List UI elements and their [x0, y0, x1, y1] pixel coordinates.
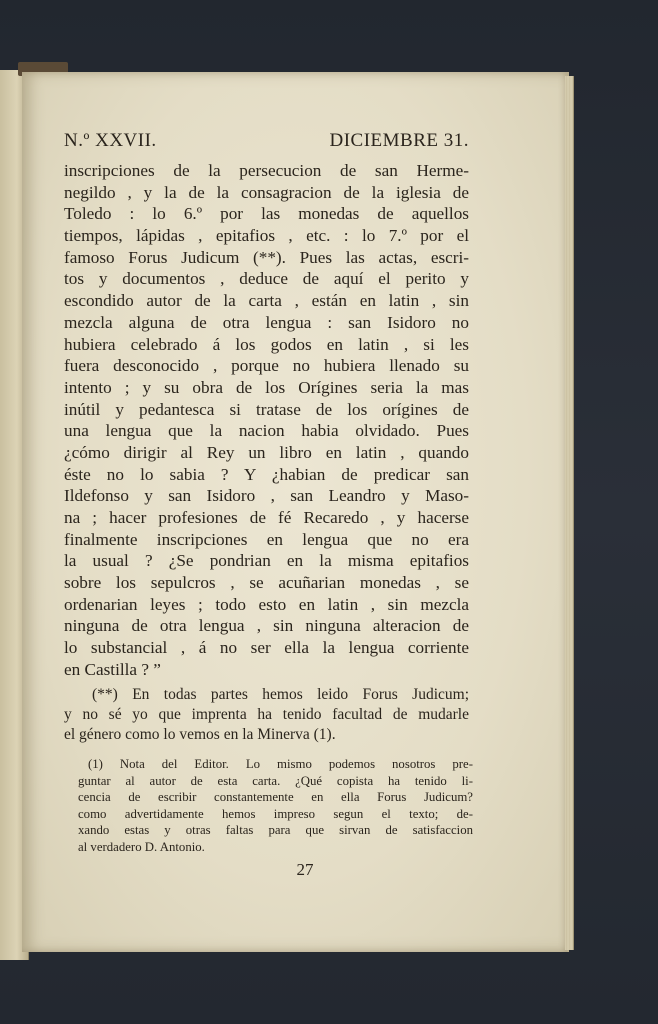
text-line: mezcla alguna de otra lengua : san Isidoro no [64, 312, 469, 332]
text-line: inútil y pedantesca si tratase de los orígines de [64, 399, 469, 419]
text-line: la usual ? ¿Se pondrian en la misma epitafios [64, 551, 469, 571]
text-line: famoso Forus Judicum (**). Pues las actas, escri- [64, 247, 469, 267]
note-line: como advertidamente hemos impreso segun el texto; de- [78, 806, 473, 821]
text-line: inscripciones de la persecucion de san Herme- [64, 161, 469, 180]
text-line: negildo , y la de la consagracion de la iglesia de [64, 182, 469, 202]
editor-note [78, 756, 473, 856]
note-line: (1) Nota del Editor. Lo mismo podemos nosotros pre- [88, 757, 473, 771]
text-line: ninguna de otra lengua , sin ninguna alteracion de [64, 616, 469, 636]
note-line: al verdadero D. Antonio. [78, 839, 205, 854]
text-line: en Castilla ? ” [64, 659, 161, 679]
page-stack-edge [565, 76, 574, 950]
text-line: na ; hacer profesiones de fé Recaredo , y hacerse [64, 508, 469, 527]
text-line: hubiera celebrado á los godos en latin , si les [64, 334, 469, 354]
text-line: ¿cómo dirigir al Rey un libro en latin , quando [64, 442, 469, 462]
note-line: guntar al autor de esta carta. ¿Qué copista ha tenido li- [78, 773, 473, 788]
footnote-line: el género como lo vemos en la Minerva (1). [64, 725, 336, 743]
text-line: una lengua que la nacion habia olvidado. Pues [64, 421, 469, 441]
note-line: xando estas y otras faltas para que sirvan de satisfaccion [78, 823, 473, 838]
text-line: finalmente inscripciones en lengua que no era [64, 529, 469, 549]
text-line: escondido autor de la carta , están en latin , sin [64, 291, 469, 311]
text-line: tos y documentos , deduce de aquí el perito y [64, 269, 469, 289]
text-line: Ildefonso y san Isidoro , san Leandro y Maso- [64, 486, 469, 506]
footnote [64, 685, 469, 744]
footnote-line: y no sé yo que imprenta ha tenido facultad de mudarle [64, 705, 469, 723]
text-line: ordenarian leyes ; todo esto en latin , sin mezcla [64, 594, 469, 614]
running-header [64, 130, 469, 156]
text-line: intento ; y su obra de los Orígines seria la mas [64, 377, 469, 397]
footnote-line: (**) En todas partes hemos leido Forus Judicum; [92, 686, 469, 703]
page-number: 27 [296, 860, 314, 879]
body-text [64, 160, 469, 681]
text-line: tiempos, lápidas , epitafios , etc. : lo 7.º por el [64, 226, 469, 246]
text-line: éste no lo sabia ? Y ¿habian de predicar san [64, 464, 469, 484]
header-date: DICIEMBRE 31. [329, 130, 469, 151]
issue-number: N.º XXVII. [64, 130, 157, 151]
note-line: cencia de escribir constantemente en ella Forus Judicum? [78, 790, 473, 805]
text-line: lo substancial , á no ser ella la lengua corriente [64, 638, 469, 658]
text-line: fuera desconocido , porque no hubiera llenado su [64, 356, 469, 376]
text-line: Toledo : lo 6.º por las monedas de aquellos [64, 204, 469, 224]
text-line: sobre los sepulcros , se acuñarian monedas , se [64, 573, 469, 593]
